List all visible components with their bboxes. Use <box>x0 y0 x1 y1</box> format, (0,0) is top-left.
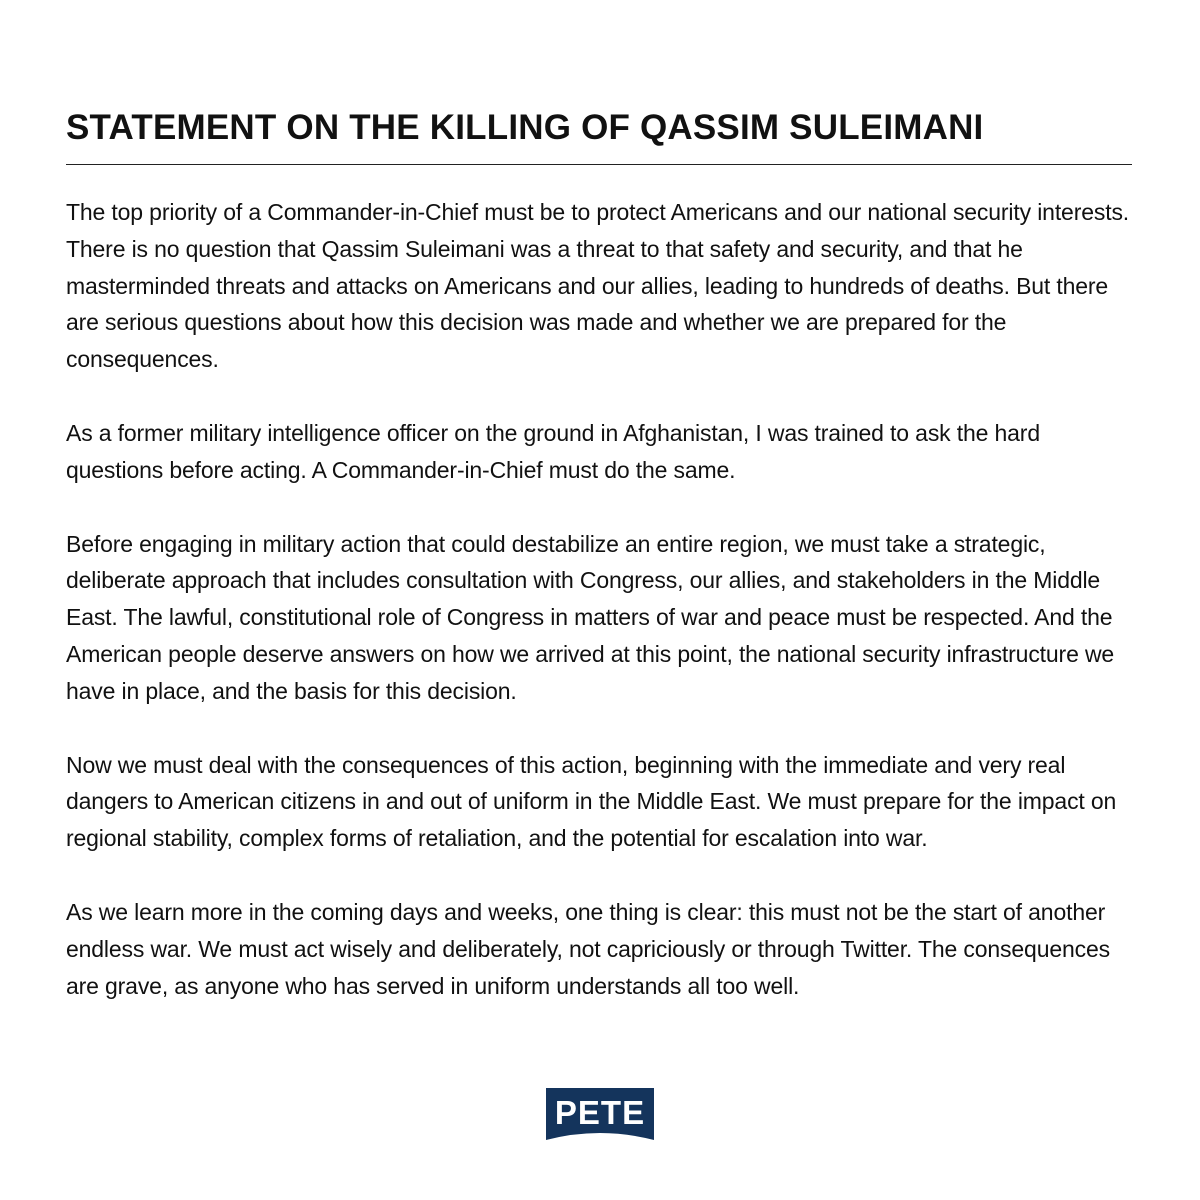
title-divider <box>66 164 1132 165</box>
pete-logo-graphic <box>546 1088 654 1140</box>
pete-logo <box>546 1088 654 1140</box>
logo-text: PETE <box>554 1094 646 1131</box>
paragraph: As we learn more in the coming days and weeks, one thing is clear: this must not be the start of another endless war. We must act wisely and deliberately, not capriciously or through Twitter. The consequences are grave, as anyone who has served in uniform understands all too well. <box>66 898 1110 999</box>
paragraph: Now we must deal with the consequences of this action, beginning with the immediate and very real dangers to American citizens in and out of uniform in the Middle East. We must prepare for the impact on regional stability, complex forms of retaliation, and the potential for escalation into war. <box>66 751 1117 852</box>
statement-body <box>66 194 1141 1041</box>
paragraph: The top priority of a Commander-in-Chief must be to protect Americans and our national security interests. There is no question that Qassim Suleimani was a threat to that safety and security, and that he masterminded threats and attacks on Americans and our allies, leading to hundreds of deaths. But there are serious questions about how this decision was made and whether we are prepared for the consequences. <box>66 199 1130 373</box>
paragraph: Before engaging in military action that could destabilize an entire region, we must take a strategic, deliberate approach that includes consultation with Congress, our allies, and stakeholders in the Middle East. The lawful, constitutional role of Congress in matters of war and peace must be respected. And the American people deserve answers on how we arrived at this point, the national security infrastructure we have in place, and the basis for this decision. <box>66 530 1115 704</box>
statement-title: STATEMENT ON THE KILLING OF QASSIM SULEIMANI <box>66 108 984 147</box>
paragraph: As a former military intelligence officer on the ground in Afghanistan, I was trained to ask the hard questions before acting. A Commander-in-Chief must do the same. <box>66 419 1040 483</box>
